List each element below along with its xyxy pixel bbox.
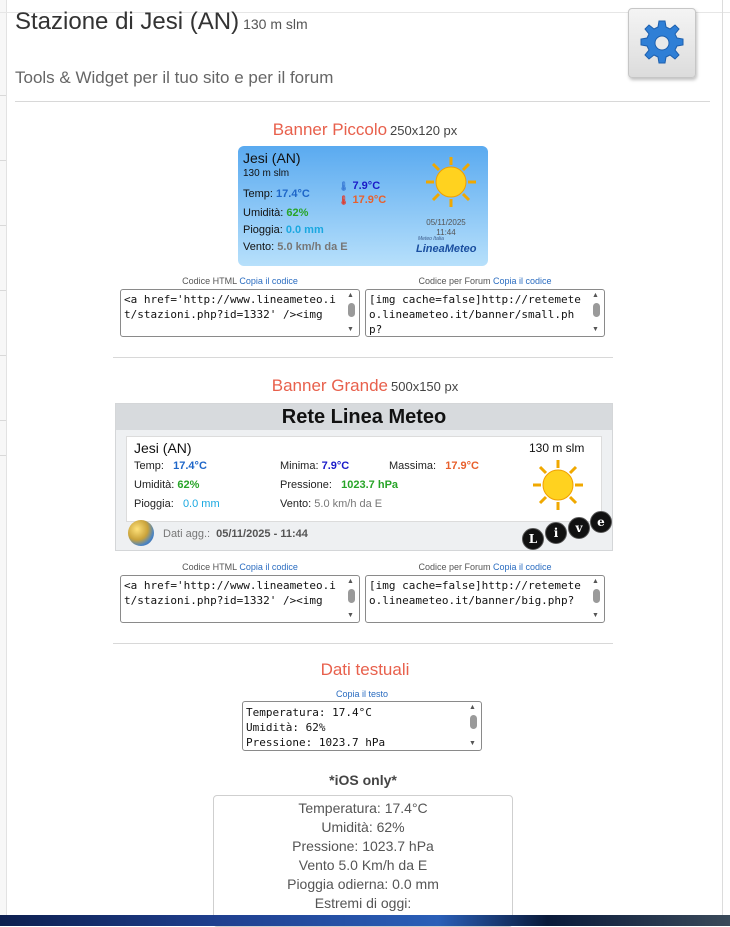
thermometer-hot-icon: 🌡 [338, 195, 350, 205]
rain-value: 0.0 mm [182, 498, 220, 510]
page-title [15, 8, 308, 36]
forum-code-textarea[interactable] [365, 289, 605, 337]
scroll-down-icon[interactable]: ▼ [592, 326, 599, 333]
divider [0, 160, 6, 161]
divider [113, 357, 613, 358]
hum-label: Umidità: [243, 207, 284, 219]
gear-icon [637, 18, 687, 68]
ios-line: Pioggia odierna: 0.0 mm [287, 876, 439, 892]
scroll-thumb[interactable] [470, 715, 477, 729]
scroll-thumb[interactable] [593, 589, 600, 603]
wind-label: Vento: [243, 241, 275, 253]
ios-line: Estremi di oggi: [314, 895, 412, 911]
ios-line: Temperatura: 17.4°C [298, 800, 428, 816]
banner-size: 500x150 px [391, 379, 459, 394]
divider [0, 420, 6, 421]
section-title-small-banner [0, 120, 730, 140]
html-code-textarea[interactable] [120, 575, 360, 623]
scroll-up-icon[interactable]: ▲ [469, 704, 476, 711]
temp-label: Temp: [243, 188, 273, 200]
scroll-thumb[interactable] [593, 303, 600, 317]
divider [0, 225, 6, 226]
scroll-down-icon[interactable]: ▼ [469, 740, 476, 747]
html-code-label [120, 562, 360, 572]
ios-line: Pressione: 1023.7 hPa [292, 838, 434, 854]
section-title-big-banner [0, 376, 730, 396]
banner-altitude: 130 m slm [243, 168, 290, 179]
section-title: Banner Piccolo [272, 120, 388, 139]
wind-label: Vento: [280, 498, 312, 510]
logo-text: LineaMeteo [416, 243, 477, 255]
temp-label: Temp: [134, 460, 164, 472]
label-text: Codice HTML [182, 562, 237, 572]
banner-time: 11:44 [436, 228, 456, 237]
taskbar [0, 915, 730, 926]
banner-city: Jesi (AN) [134, 440, 192, 456]
copy-forum-code-link[interactable]: Copia il codice [493, 562, 552, 572]
settings-button[interactable] [628, 8, 696, 78]
section-title: Dati testuali [320, 660, 410, 679]
max-cell [389, 460, 479, 472]
scrollbar[interactable] [591, 578, 602, 620]
forum-code-textarea[interactable] [365, 575, 605, 623]
rain-row [243, 224, 324, 236]
logo-small-text: Meteo Italia [418, 236, 444, 242]
scroll-up-icon[interactable]: ▲ [347, 578, 354, 585]
scroll-up-icon[interactable]: ▲ [592, 292, 599, 299]
scrollbar[interactable] [346, 292, 357, 334]
scroll-up-icon[interactable]: ▲ [347, 292, 354, 299]
hum-value: 62% [286, 207, 309, 219]
min-value: 7.9°C [321, 460, 350, 472]
big-banner-preview[interactable] [115, 403, 613, 551]
page-subtitle: Tools & Widget per il tuo sito e per il forum [15, 68, 334, 87]
label-text: Codice per Forum [418, 562, 491, 572]
banner-data-panel [126, 436, 602, 522]
temp-cell [134, 460, 207, 472]
min-value: 7.9°C [352, 180, 381, 192]
small-banner-preview[interactable] [238, 146, 488, 266]
copy-html-code-link[interactable]: Copia il codice [239, 562, 298, 572]
globe-icon [128, 520, 154, 546]
min-label: Minima: [280, 460, 319, 472]
humidity-row [243, 207, 308, 219]
rain-cell [134, 498, 220, 510]
copy-html-code-link[interactable]: Copia il codice [239, 276, 298, 286]
press-value: 1023.7 hPa [341, 479, 399, 491]
rain-label: Pioggia: [134, 498, 174, 510]
banner-datetime [408, 218, 484, 238]
sun-icon [425, 156, 477, 208]
wind-cell [280, 498, 382, 510]
scroll-down-icon[interactable]: ▼ [592, 612, 599, 619]
banner-city: Jesi (AN) [243, 150, 301, 166]
label-text: Codice per Forum [418, 276, 491, 286]
min-temp [338, 180, 380, 192]
scrollbar[interactable] [468, 704, 479, 748]
banner-header: Rete Linea Meteo [116, 404, 612, 430]
hum-label: Umidità: [134, 479, 175, 491]
ios-title: *iOS only* [329, 772, 397, 788]
label-text: Codice HTML [182, 276, 237, 286]
divider [0, 455, 6, 456]
wind-value: 5.0 km/h da E [277, 241, 348, 253]
divider [0, 355, 6, 356]
scroll-down-icon[interactable]: ▼ [347, 612, 354, 619]
divider [113, 643, 613, 644]
divider [0, 290, 6, 291]
scrollbar[interactable] [346, 578, 357, 620]
lineameteo-logo [416, 236, 477, 255]
ios-line: Umidità: 62% [321, 819, 405, 835]
divider [0, 95, 6, 96]
updated-value: 05/11/2025 - 11:44 [216, 528, 308, 540]
hum-value: 62% [177, 479, 200, 491]
html-code-textarea[interactable] [120, 289, 360, 337]
hum-cell [134, 479, 199, 491]
scrollbar[interactable] [591, 292, 602, 334]
scroll-down-icon[interactable]: ▼ [347, 326, 354, 333]
divider [15, 101, 710, 102]
scroll-up-icon[interactable]: ▲ [592, 578, 599, 585]
wind-row [243, 241, 348, 253]
ios-text-box[interactable] [213, 795, 513, 927]
press-cell [280, 479, 398, 491]
banner-size: 250x120 px [390, 123, 458, 138]
max-value: 17.9°C [352, 194, 387, 206]
station-name: Stazione di Jesi (AN) [15, 8, 240, 35]
max-label: Massima: [389, 460, 437, 472]
press-label: Pressione: [280, 479, 332, 491]
temp-row [243, 188, 310, 200]
banner-altitude: 130 m slm [529, 441, 585, 455]
copy-forum-code-link[interactable]: Copia il codice [493, 276, 552, 286]
sun-icon [532, 459, 584, 511]
station-altitude: 130 m slm [243, 16, 308, 32]
code-text: [img cache=false]http://retemeteo.lineameteo.it/banner/big.php? [369, 579, 581, 607]
update-info [163, 528, 308, 540]
max-temp [338, 194, 386, 206]
section-title: Banner Grande [271, 376, 388, 395]
code-text: <a href='http://www.lineameteo.it/stazioni.php?id=1332' /><img [124, 293, 336, 321]
forum-code-label [365, 562, 605, 572]
live-badge-letter: v [568, 517, 590, 539]
forum-code-label [365, 276, 605, 286]
ios-line: Vento 5.0 Km/h da E [298, 857, 428, 873]
section-title-text-data [0, 660, 730, 680]
thermometer-cold-icon: 🌡 [338, 181, 350, 191]
wind-value: 5.0 km/h da E [314, 498, 383, 510]
rain-label: Pioggia: [243, 224, 283, 236]
temp-value: 17.4°C [276, 188, 310, 200]
updated-label: Dati agg.: [163, 528, 211, 540]
copy-text-link[interactable]: Copia il testo [335, 689, 389, 699]
temp-value: 17.4°C [173, 460, 207, 472]
code-text: <a href='http://www.lineameteo.it/stazioni.php?id=1332' /><img [124, 579, 336, 607]
live-badge-letter: e [590, 511, 612, 533]
scroll-thumb[interactable] [348, 303, 355, 317]
text-data-textarea[interactable] [242, 701, 482, 751]
copy-text-label [242, 689, 482, 699]
live-badge-letter: L [522, 528, 544, 550]
scroll-thumb[interactable] [348, 589, 355, 603]
rain-value: 0.0 mm [285, 224, 324, 236]
live-badge-letter: i [545, 522, 567, 544]
min-cell [280, 460, 349, 472]
banner-date: 05/11/2025 [426, 218, 466, 227]
html-code-label [120, 276, 360, 286]
max-value: 17.9°C [445, 460, 479, 472]
code-text: [img cache=false]http://retemeteo.lineameteo.it/banner/small.php? [369, 293, 581, 336]
text-content: Temperatura: 17.4°C Umidità: 62% Pressione: 1023.7 hPa [246, 706, 386, 749]
